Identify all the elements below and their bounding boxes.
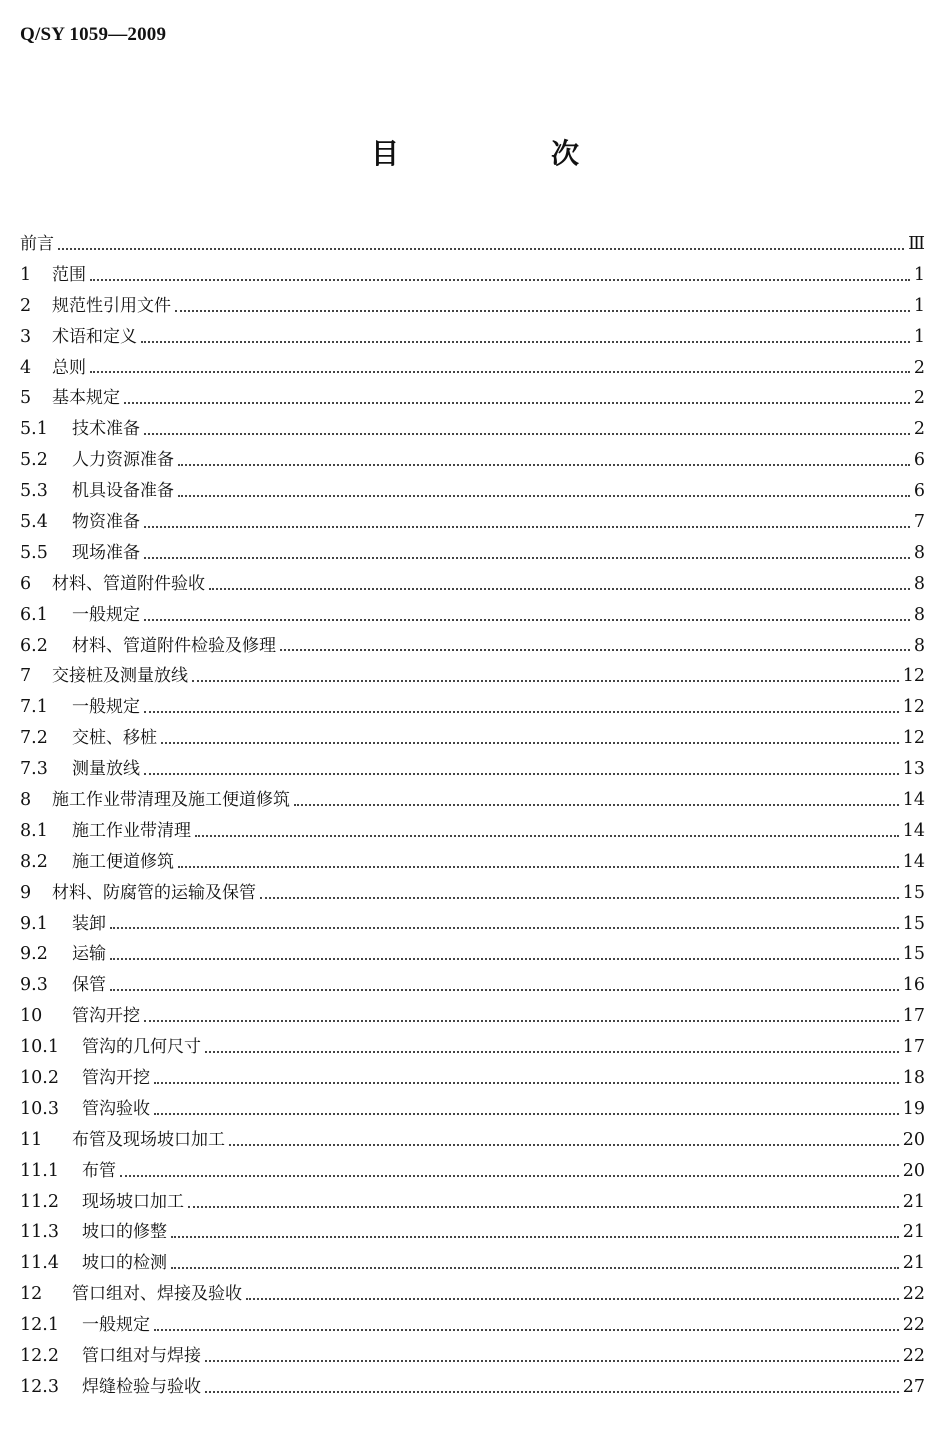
toc-entry-title: 施工便道修筑 xyxy=(72,851,174,872)
toc-entry-title: 装卸 xyxy=(72,913,106,934)
toc-entry-number: 7.3 xyxy=(20,759,48,780)
toc-entry-number: 9.1 xyxy=(20,913,48,934)
toc-entry[interactable] xyxy=(20,414,925,445)
toc-entry-number: 12 xyxy=(20,1284,43,1305)
toc-entry-page: 12 xyxy=(902,666,925,687)
toc-dot-leader xyxy=(154,1082,899,1084)
toc-entry-page: 12 xyxy=(902,697,925,718)
toc-entry-title: 交接桩及测量放线 xyxy=(52,666,188,687)
toc-entry-title: 前言 xyxy=(20,233,54,254)
toc-entry-number: 11.2 xyxy=(20,1191,59,1212)
toc-entry-page: 1 xyxy=(913,264,925,285)
toc-entry-title: 一般规定 xyxy=(82,1315,150,1336)
toc-entry-page: 7 xyxy=(913,512,925,532)
toc-entry-title: 机具设备准备 xyxy=(72,481,174,502)
toc-entry[interactable] xyxy=(20,631,925,662)
toc-entry-number: 6.1 xyxy=(20,604,48,625)
toc-entry-page: 15 xyxy=(902,882,925,903)
toc-entry-number: 9.2 xyxy=(20,944,48,965)
toc-entry-title: 管口组对、焊接及验收 xyxy=(72,1284,242,1305)
toc-entry-page: 15 xyxy=(902,913,925,934)
toc-entry-title: 一般规定 xyxy=(72,604,140,625)
toc-entry[interactable] xyxy=(20,322,925,353)
toc-entry-page: 27 xyxy=(902,1376,925,1397)
toc-dot-leader xyxy=(209,588,910,590)
toc-dot-leader xyxy=(144,557,910,559)
toc-entry-title: 运输 xyxy=(72,944,106,965)
toc-entry[interactable] xyxy=(20,1032,925,1063)
toc-dot-leader xyxy=(144,433,910,435)
toc-entry-page: 14 xyxy=(902,790,925,811)
toc-dot-leader xyxy=(110,958,899,960)
toc-title: 目 次 xyxy=(370,137,641,170)
toc-entry-title: 交桩、移桩 xyxy=(72,728,157,749)
toc-entry-title: 焊缝检验与验收 xyxy=(82,1376,201,1397)
toc-entry-title: 基本规定 xyxy=(52,388,120,409)
toc-entry-title: 布管及现场坡口加工 xyxy=(72,1129,225,1150)
toc-entry-page: 16 xyxy=(902,975,925,996)
toc-entry-title: 规范性引用文件 xyxy=(52,295,171,316)
toc-entry-page: 20 xyxy=(902,1160,925,1181)
toc-entry[interactable] xyxy=(20,661,925,692)
toc-entry[interactable] xyxy=(20,970,925,1001)
toc-entry-title: 管沟开挖 xyxy=(72,1006,140,1027)
toc-entry[interactable] xyxy=(20,1248,925,1279)
toc-dot-leader xyxy=(205,1360,899,1362)
toc-dot-leader xyxy=(178,866,899,868)
toc-dot-leader xyxy=(144,1020,899,1022)
toc-entry[interactable] xyxy=(20,1156,925,1187)
toc-entry-title: 施工作业带清理及施工便道修筑 xyxy=(52,790,290,811)
toc-entry-number: 12.3 xyxy=(20,1376,59,1397)
toc-entry-title: 管沟验收 xyxy=(82,1098,150,1119)
toc-entry-number: 5.4 xyxy=(20,512,48,532)
toc-entry[interactable] xyxy=(20,445,925,476)
toc-entry-title: 现场准备 xyxy=(72,542,140,563)
toc-entry-page: 20 xyxy=(902,1129,925,1150)
toc-entry-page: 22 xyxy=(902,1346,925,1367)
toc-entry-number: 11 xyxy=(20,1129,43,1150)
toc-entry-number: 8.1 xyxy=(20,820,48,841)
toc-entry-title: 现场坡口加工 xyxy=(82,1191,184,1212)
toc-entry-page: 21 xyxy=(902,1253,925,1274)
toc-entry[interactable] xyxy=(20,1279,925,1310)
toc-entry-page: 6 xyxy=(913,481,925,502)
toc-entry-title: 范围 xyxy=(52,264,86,285)
toc-entry[interactable] xyxy=(20,723,925,754)
toc-entry[interactable] xyxy=(20,909,925,940)
toc-dot-leader xyxy=(144,711,899,713)
toc-entry-page: 14 xyxy=(902,851,925,872)
toc-entry-title: 施工作业带清理 xyxy=(72,820,191,841)
toc-dot-leader xyxy=(141,341,910,343)
toc-entry-page: 8 xyxy=(913,573,925,594)
toc-dot-leader xyxy=(294,804,899,806)
toc-dot-leader xyxy=(175,310,910,312)
toc-entry-page: 1 xyxy=(913,295,925,316)
toc-entry-number: 10.1 xyxy=(20,1037,59,1058)
toc-entry[interactable] xyxy=(20,1063,925,1094)
toc-entry-title: 材料、防腐管的运输及保管 xyxy=(52,882,256,903)
toc-entry-page: 8 xyxy=(913,604,925,625)
toc-entry-title: 人力资源准备 xyxy=(72,450,174,471)
toc-dot-leader xyxy=(154,1113,899,1115)
toc-entry[interactable] xyxy=(20,1218,925,1249)
toc-entry-number: 5.5 xyxy=(20,542,48,563)
toc-entry[interactable] xyxy=(20,476,925,507)
toc-dot-leader xyxy=(229,1144,899,1146)
toc-entry-page: 14 xyxy=(902,820,925,841)
toc-entry[interactable] xyxy=(20,847,925,878)
toc-list xyxy=(20,229,925,1403)
toc-entry[interactable] xyxy=(20,785,925,816)
toc-entry-title: 材料、管道附件检验及修理 xyxy=(72,635,276,656)
toc-entry[interactable] xyxy=(20,1001,925,1032)
toc-dot-leader xyxy=(178,464,910,466)
toc-entry-number: 5.2 xyxy=(20,450,48,471)
toc-entry-page: 2 xyxy=(913,357,925,378)
toc-entry-title: 管沟的几何尺寸 xyxy=(82,1037,201,1058)
toc-entry-number: 11.3 xyxy=(20,1222,59,1243)
toc-dot-leader xyxy=(161,742,899,744)
toc-entry-number: 5.3 xyxy=(20,481,48,502)
toc-dot-leader xyxy=(246,1298,899,1300)
toc-entry[interactable] xyxy=(20,538,925,569)
toc-entry[interactable] xyxy=(20,1187,925,1218)
toc-entry-number: 12.2 xyxy=(20,1346,59,1367)
toc-entry[interactable] xyxy=(20,1341,925,1372)
toc-entry-title: 坡口的修整 xyxy=(82,1222,167,1243)
toc-entry-page: 6 xyxy=(913,450,925,471)
toc-entry-number: 11.1 xyxy=(20,1160,59,1181)
toc-entry[interactable] xyxy=(20,383,925,414)
toc-entry-page: 8 xyxy=(913,542,925,563)
toc-dot-leader xyxy=(58,248,904,250)
toc-entry-number: 5 xyxy=(20,388,32,409)
toc-entry-page: 18 xyxy=(902,1068,925,1089)
toc-dot-leader xyxy=(171,1267,899,1269)
toc-entry-title: 管沟开挖 xyxy=(82,1068,150,1089)
toc-dot-leader xyxy=(120,1175,899,1177)
toc-entry-page: 21 xyxy=(902,1222,925,1243)
toc-entry-number: 5.1 xyxy=(20,419,48,440)
toc-entry-page: 12 xyxy=(902,728,925,749)
toc-entry-page: 21 xyxy=(902,1191,925,1212)
toc-entry[interactable] xyxy=(20,1125,925,1156)
toc-entry[interactable] xyxy=(20,939,925,970)
toc-entry-title: 总则 xyxy=(52,357,86,378)
toc-entry-title: 术语和定义 xyxy=(52,326,137,347)
toc-entry[interactable] xyxy=(20,507,925,538)
toc-dot-leader xyxy=(178,495,910,497)
toc-entry-page: Ⅲ xyxy=(908,233,925,254)
toc-entry-number: 10.3 xyxy=(20,1098,59,1119)
toc-entry-number: 6.2 xyxy=(20,635,48,656)
toc-dot-leader xyxy=(90,279,910,281)
toc-dot-leader xyxy=(205,1391,899,1393)
toc-entry-page: 22 xyxy=(902,1284,925,1305)
toc-entry-number: 11.4 xyxy=(20,1253,59,1274)
toc-entry-number: 10.2 xyxy=(20,1068,59,1089)
toc-dot-leader xyxy=(90,371,910,373)
toc-entry-page: 8 xyxy=(913,635,925,656)
toc-dot-leader xyxy=(280,649,910,651)
toc-entry-number: 1 xyxy=(20,264,32,285)
toc-dot-leader xyxy=(124,402,910,404)
toc-dot-leader xyxy=(195,835,899,837)
toc-entry[interactable] xyxy=(20,600,925,631)
toc-dot-leader xyxy=(154,1329,899,1331)
toc-entry-page: 22 xyxy=(902,1315,925,1336)
toc-dot-leader xyxy=(144,773,899,775)
toc-entry-number: 7.2 xyxy=(20,728,48,749)
toc-dot-leader xyxy=(188,1206,899,1208)
toc-entry[interactable] xyxy=(20,569,925,600)
toc-entry-title: 物资准备 xyxy=(72,512,140,532)
toc-entry-title: 技术准备 xyxy=(72,419,140,440)
toc-entry[interactable] xyxy=(20,754,925,785)
toc-entry-title: 材料、管道附件验收 xyxy=(52,573,205,594)
toc-entry[interactable] xyxy=(20,229,925,260)
toc-entry[interactable] xyxy=(20,291,925,322)
toc-entry-title: 坡口的检测 xyxy=(82,1253,167,1274)
toc-entry-title: 测量放线 xyxy=(72,759,140,780)
toc-entry-page: 15 xyxy=(902,944,925,965)
toc-entry[interactable] xyxy=(20,353,925,384)
toc-entry-title: 布管 xyxy=(82,1160,116,1181)
toc-entry-page: 19 xyxy=(902,1098,925,1119)
toc-entry[interactable] xyxy=(20,878,925,909)
toc-entry-number: 7 xyxy=(20,666,32,687)
toc-entry-title: 一般规定 xyxy=(72,697,140,718)
toc-entry-number: 9 xyxy=(20,882,32,903)
toc-entry[interactable] xyxy=(20,692,925,723)
toc-entry[interactable] xyxy=(20,1310,925,1341)
toc-dot-leader xyxy=(110,989,899,991)
toc-dot-leader xyxy=(144,526,910,528)
toc-entry-number: 3 xyxy=(20,326,32,347)
toc-entry[interactable] xyxy=(20,816,925,847)
toc-entry-page: 17 xyxy=(902,1006,925,1027)
toc-entry-page: 17 xyxy=(902,1037,925,1058)
toc-dot-leader xyxy=(144,619,910,621)
toc-dot-leader xyxy=(192,680,899,682)
toc-dot-leader xyxy=(260,897,899,899)
toc-entry-number: 8 xyxy=(20,790,32,811)
toc-entry-number: 9.3 xyxy=(20,975,48,996)
toc-entry-number: 7.1 xyxy=(20,697,48,718)
toc-entry-number: 2 xyxy=(20,295,32,316)
toc-entry[interactable] xyxy=(20,260,925,291)
toc-entry-number: 6 xyxy=(20,573,32,594)
toc-entry-title: 保管 xyxy=(72,975,106,996)
toc-entry-number: 4 xyxy=(20,357,32,378)
toc-dot-leader xyxy=(171,1236,899,1238)
toc-entry-page: 2 xyxy=(913,388,925,409)
toc-entry-page: 1 xyxy=(913,326,925,347)
document-code: Q/SY 1059—2009 xyxy=(20,24,167,45)
toc-entry-page: 13 xyxy=(902,759,925,780)
toc-entry-title: 管口组对与焊接 xyxy=(82,1346,201,1367)
toc-entry-number: 12.1 xyxy=(20,1315,59,1336)
toc-entry-number: 10 xyxy=(20,1006,43,1027)
toc-entry-number: 8.2 xyxy=(20,851,48,872)
toc-dot-leader xyxy=(110,927,899,929)
toc-entry[interactable] xyxy=(20,1094,925,1125)
toc-entry[interactable] xyxy=(20,1372,925,1403)
toc-dot-leader xyxy=(205,1051,899,1053)
toc-entry-page: 2 xyxy=(913,419,925,440)
